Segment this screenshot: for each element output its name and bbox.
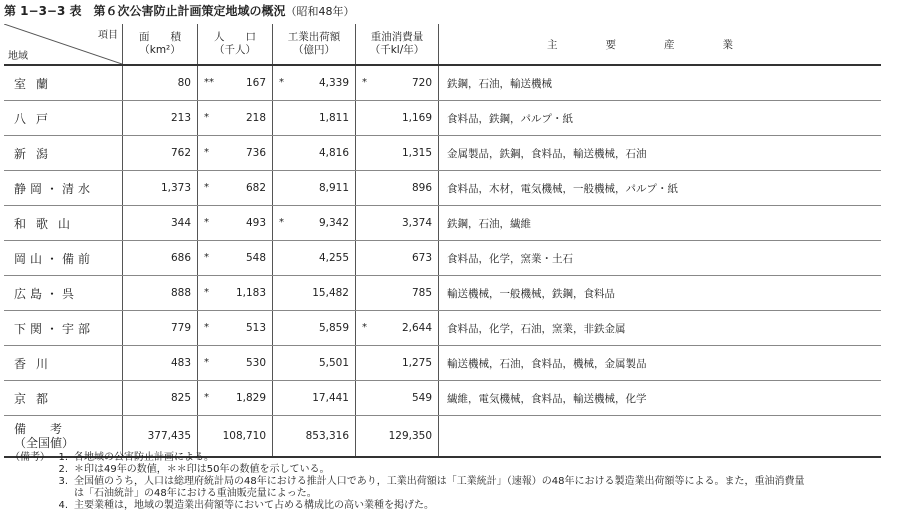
cell-industries: 金属製品，鉄鋼，食料品，輸送機械，石油 (439, 136, 882, 171)
note-text: 全国値のうち，人口は総理府統計局の48年における推計人口であり，工業出荷額は「工業統計」（速報）の48年における製造業出荷額等による。また，重油消費量 (74, 476, 805, 487)
ship-mark: * (279, 217, 284, 228)
cell-oil: 549 (356, 381, 439, 416)
cell-population: ** 167 (198, 65, 273, 101)
cell-total-label: 備 考 （全国値） (4, 416, 123, 458)
cell-industries: 鉄鋼，石油，輸送機械 (439, 65, 882, 101)
cell-area: 1,373 (123, 171, 198, 206)
table-row (4, 346, 881, 381)
note-number: 3. (58, 476, 68, 487)
table-row (4, 381, 881, 416)
cell-population: * 493 (198, 206, 273, 241)
cell-region: 京都 (4, 381, 123, 416)
title-main: 第 1−3−3 表 第６次公害防止計画策定地域の概況 (4, 4, 286, 18)
cell-area: 344 (123, 206, 198, 241)
note-text: ＊印は49年の数値，＊＊印は50年の数値を示している。 (74, 464, 330, 475)
cell-total-shipments: 853,316 (273, 416, 356, 458)
cell-industries: 繊維，電気機械，食料品，輸送機械，化学 (439, 381, 882, 416)
header-row (4, 24, 881, 65)
cell-region: 岡山・備前 (4, 241, 123, 276)
cell-oil: * 720 (356, 65, 439, 101)
cell-region: 室蘭 (4, 65, 123, 101)
cell-population: * 1,183 (198, 276, 273, 311)
table-row (4, 311, 881, 346)
total-row (4, 416, 881, 458)
header-industries: 主要産業 (439, 24, 882, 65)
corner-item-label: 項目 (98, 30, 118, 41)
header-corner (4, 24, 123, 65)
ship-mark: * (279, 77, 284, 88)
cell-shipments: 17,441 (273, 381, 356, 416)
cell-shipments: 4,816 (273, 136, 356, 171)
cell-population: * 218 (198, 101, 273, 136)
pop-mark: * (204, 357, 209, 368)
cell-population: * 736 (198, 136, 273, 171)
table-row (4, 136, 881, 171)
cell-population: * 530 (198, 346, 273, 381)
note-number: 1. (58, 452, 68, 463)
note-text: 各地域の公害防止計画による。 (74, 452, 214, 463)
table-row (4, 171, 881, 206)
cell-region: 和歌山 (4, 206, 123, 241)
table-row (4, 65, 881, 101)
cell-area: 779 (123, 311, 198, 346)
title-sub: （昭和48年） (285, 5, 355, 18)
header-area: 面 積 （km²） (123, 24, 198, 65)
cell-area: 762 (123, 136, 198, 171)
header-oil: 重油消費量 （千kl/年） (356, 24, 439, 65)
cell-oil: 785 (356, 276, 439, 311)
cell-area: 686 (123, 241, 198, 276)
cell-oil: 1,169 (356, 101, 439, 136)
pop-mark: * (204, 287, 209, 298)
cell-population: * 513 (198, 311, 273, 346)
pop-mark: * (204, 112, 209, 123)
cell-population: * 682 (198, 171, 273, 206)
table-row (4, 241, 881, 276)
cell-shipments: * 9,342 (273, 206, 356, 241)
cell-industries: 食料品，化学，石油，窯業，非鉄金属 (439, 311, 882, 346)
cell-region: 広島・呉 (4, 276, 123, 311)
cell-region: 静岡・清水 (4, 171, 123, 206)
cell-area: 80 (123, 65, 198, 101)
note-text: は「石油統計」の48年における重油販売量によった。 (74, 488, 317, 499)
pop-mark: * (204, 252, 209, 263)
oil-mark: * (362, 322, 367, 333)
cell-shipments: * 4,339 (273, 65, 356, 101)
header-population: 人 口 （千人） (198, 24, 273, 65)
cell-total-industries (439, 416, 882, 458)
cell-shipments: 1,811 (273, 101, 356, 136)
cell-oil: 673 (356, 241, 439, 276)
oil-mark: * (362, 77, 367, 88)
cell-industries: 鉄鋼，石油，繊維 (439, 206, 882, 241)
cell-shipments: 15,482 (273, 276, 356, 311)
cell-area: 483 (123, 346, 198, 381)
cell-industries: 輸送機械，一般機械，鉄鋼，食料品 (439, 276, 882, 311)
pop-mark: * (204, 322, 209, 333)
pop-mark: * (204, 217, 209, 228)
cell-industries: 食料品，鉄鋼，パルプ・紙 (439, 101, 882, 136)
cell-population: * 1,829 (198, 381, 273, 416)
note-number: 4. (58, 500, 68, 511)
cell-region: 新潟 (4, 136, 123, 171)
cell-region: 八戸 (4, 101, 123, 136)
cell-total-oil: 129,350 (356, 416, 439, 458)
table-row (4, 276, 881, 311)
cell-shipments: 5,501 (273, 346, 356, 381)
note-number: 2. (58, 464, 68, 475)
table-row (4, 206, 881, 241)
cell-region: 下関・宇部 (4, 311, 123, 346)
cell-industries: 輸送機械，石油，食料品，機械，金属製品 (439, 346, 882, 381)
pop-mark: ** (204, 77, 214, 88)
cell-area: 825 (123, 381, 198, 416)
cell-region: 香川 (4, 346, 123, 381)
cell-total-area: 377,435 (123, 416, 198, 458)
cell-shipments: 4,255 (273, 241, 356, 276)
cell-oil: 3,374 (356, 206, 439, 241)
corner-region-label: 地域 (8, 51, 28, 62)
table-body (4, 65, 881, 457)
pop-mark: * (204, 392, 209, 403)
table-row (4, 101, 881, 136)
header-shipments: 工業出荷額 （億円） (273, 24, 356, 65)
cell-oil: 1,315 (356, 136, 439, 171)
cell-oil: 896 (356, 171, 439, 206)
cell-shipments: 8,911 (273, 171, 356, 206)
cell-shipments: 5,859 (273, 311, 356, 346)
cell-oil: 1,275 (356, 346, 439, 381)
cell-oil: * 2,644 (356, 311, 439, 346)
cell-total-population: 108,710 (198, 416, 273, 458)
pop-mark: * (204, 147, 209, 158)
cell-area: 888 (123, 276, 198, 311)
notes-label: （備考） (10, 452, 50, 463)
cell-industries: 食料品，化学，窯業・土石 (439, 241, 882, 276)
notes (10, 452, 804, 512)
table-title (4, 2, 355, 19)
cell-industries: 食料品，木材，電気機械，一般機械，パルプ・紙 (439, 171, 882, 206)
note-text: 主要業種は，地域の製造業出荷額等において占める構成比の高い業種を掲げた。 (74, 500, 434, 511)
cell-population: * 548 (198, 241, 273, 276)
cell-area: 213 (123, 101, 198, 136)
overview-table (4, 24, 881, 458)
pop-mark: * (204, 182, 209, 193)
